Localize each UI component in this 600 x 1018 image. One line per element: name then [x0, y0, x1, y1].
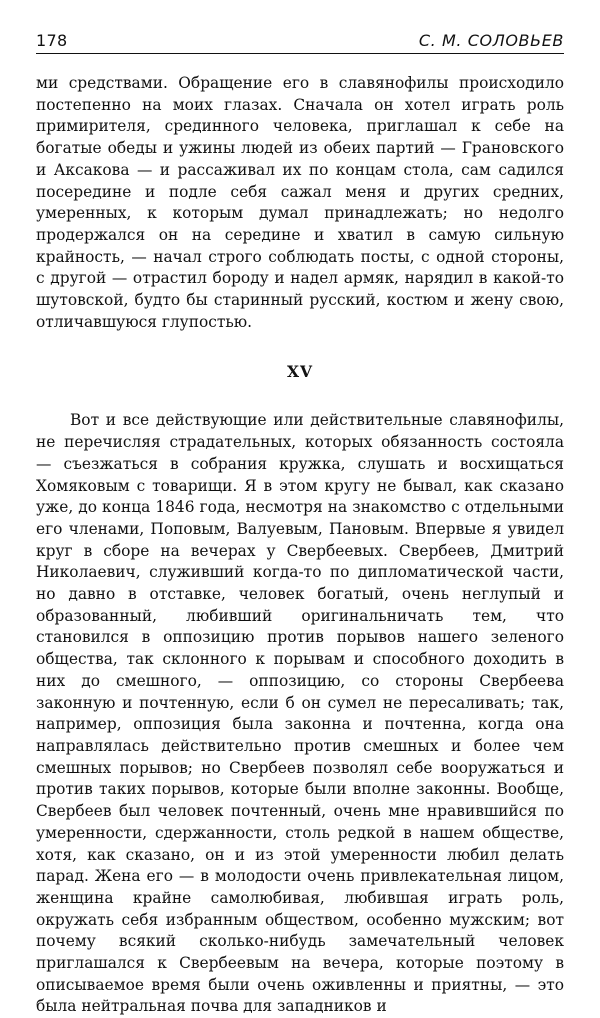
paragraph-continuation: ми средствами. Обращение его в славянофилы происходило постепенно на моих глазах. Сначала он хотел играть роль примирителя, срединного человека, приглашал к себе на богатые обеды и ужины людей из обеих партий — Грановского и Аксакова — и рассаживал их по концам стола, сам садился посередине и подле себя сажал меня и других средних, умеренных, к которым думал принадлежать; но недолго продержался он на середине и хватил в самую сильную крайность, — начал строго соблюдать посты, с одной стороны, с другой — отрастил бороду и надел армяк, нарядил в какой-то шутовской, будто бы старинный русский, костюм и жену свою, отличавшуюся глупостью. [36, 74, 564, 331]
running-header [36, 24, 564, 54]
author-running-title: С. М. СОЛОВЬЕВ [418, 31, 564, 50]
paragraph-section-start: Вот и все действующие или действительные славянофилы, не перечисляя страдательных, которых обязанность состояла — съезжаться в собрания кружка, слушать и восхищаться Хомяковым с товарищи. Я в этом кругу не бывал, как сказано уже, до конца 1846 года, несмотря на знакомство с отдельными его членами, Поповым, Валуевым, Пановым. Впервые я увидел круг в сборе на вечерах у Свербеевых. Свербеев, Дмитрий Николаевич, служивший когда-то по дипломатической части, но давно в отставке, человек богатый, очень неглупый и образованный, любивший оригинальничать тем, что становился в оппозицию против порывов нашего зеленого общества, так склонного к порывам и способного доходить в них до смешного, — оппозицию, со стороны Свербеева законную и почтенную, если б он сумел не пересаливать; так, например, оппозиция была законна и почтенна, когда она направлялась действительно против смешных и более чем смешных порывов; но Свербеев позволял себе вооружаться и против таких порывов, которые были вполне законны. Вообще, Свербеев был человек почтенный, очень мне нравившийся по умеренности, сдержанности, столь редкой в нашем обществе, хотя, как сказано, он и из этой умеренности любил делать парад. Жена его — в молодости очень привлекательная лицом, женщина крайне самолюбивая, любившая играть роль, окружать себя избранным обществом, особенно мужским; вот почему всякий сколько-нибудь замечательный человек приглашался к Свербеевым на вечера, которые поэтому в описываемое время были очень оживленны и приятны, — это была нейтральная почва для западников и [36, 411, 564, 1016]
book-page [36, 24, 564, 1018]
section-heading: XV [286, 362, 314, 382]
page-number: 178 [36, 31, 68, 50]
